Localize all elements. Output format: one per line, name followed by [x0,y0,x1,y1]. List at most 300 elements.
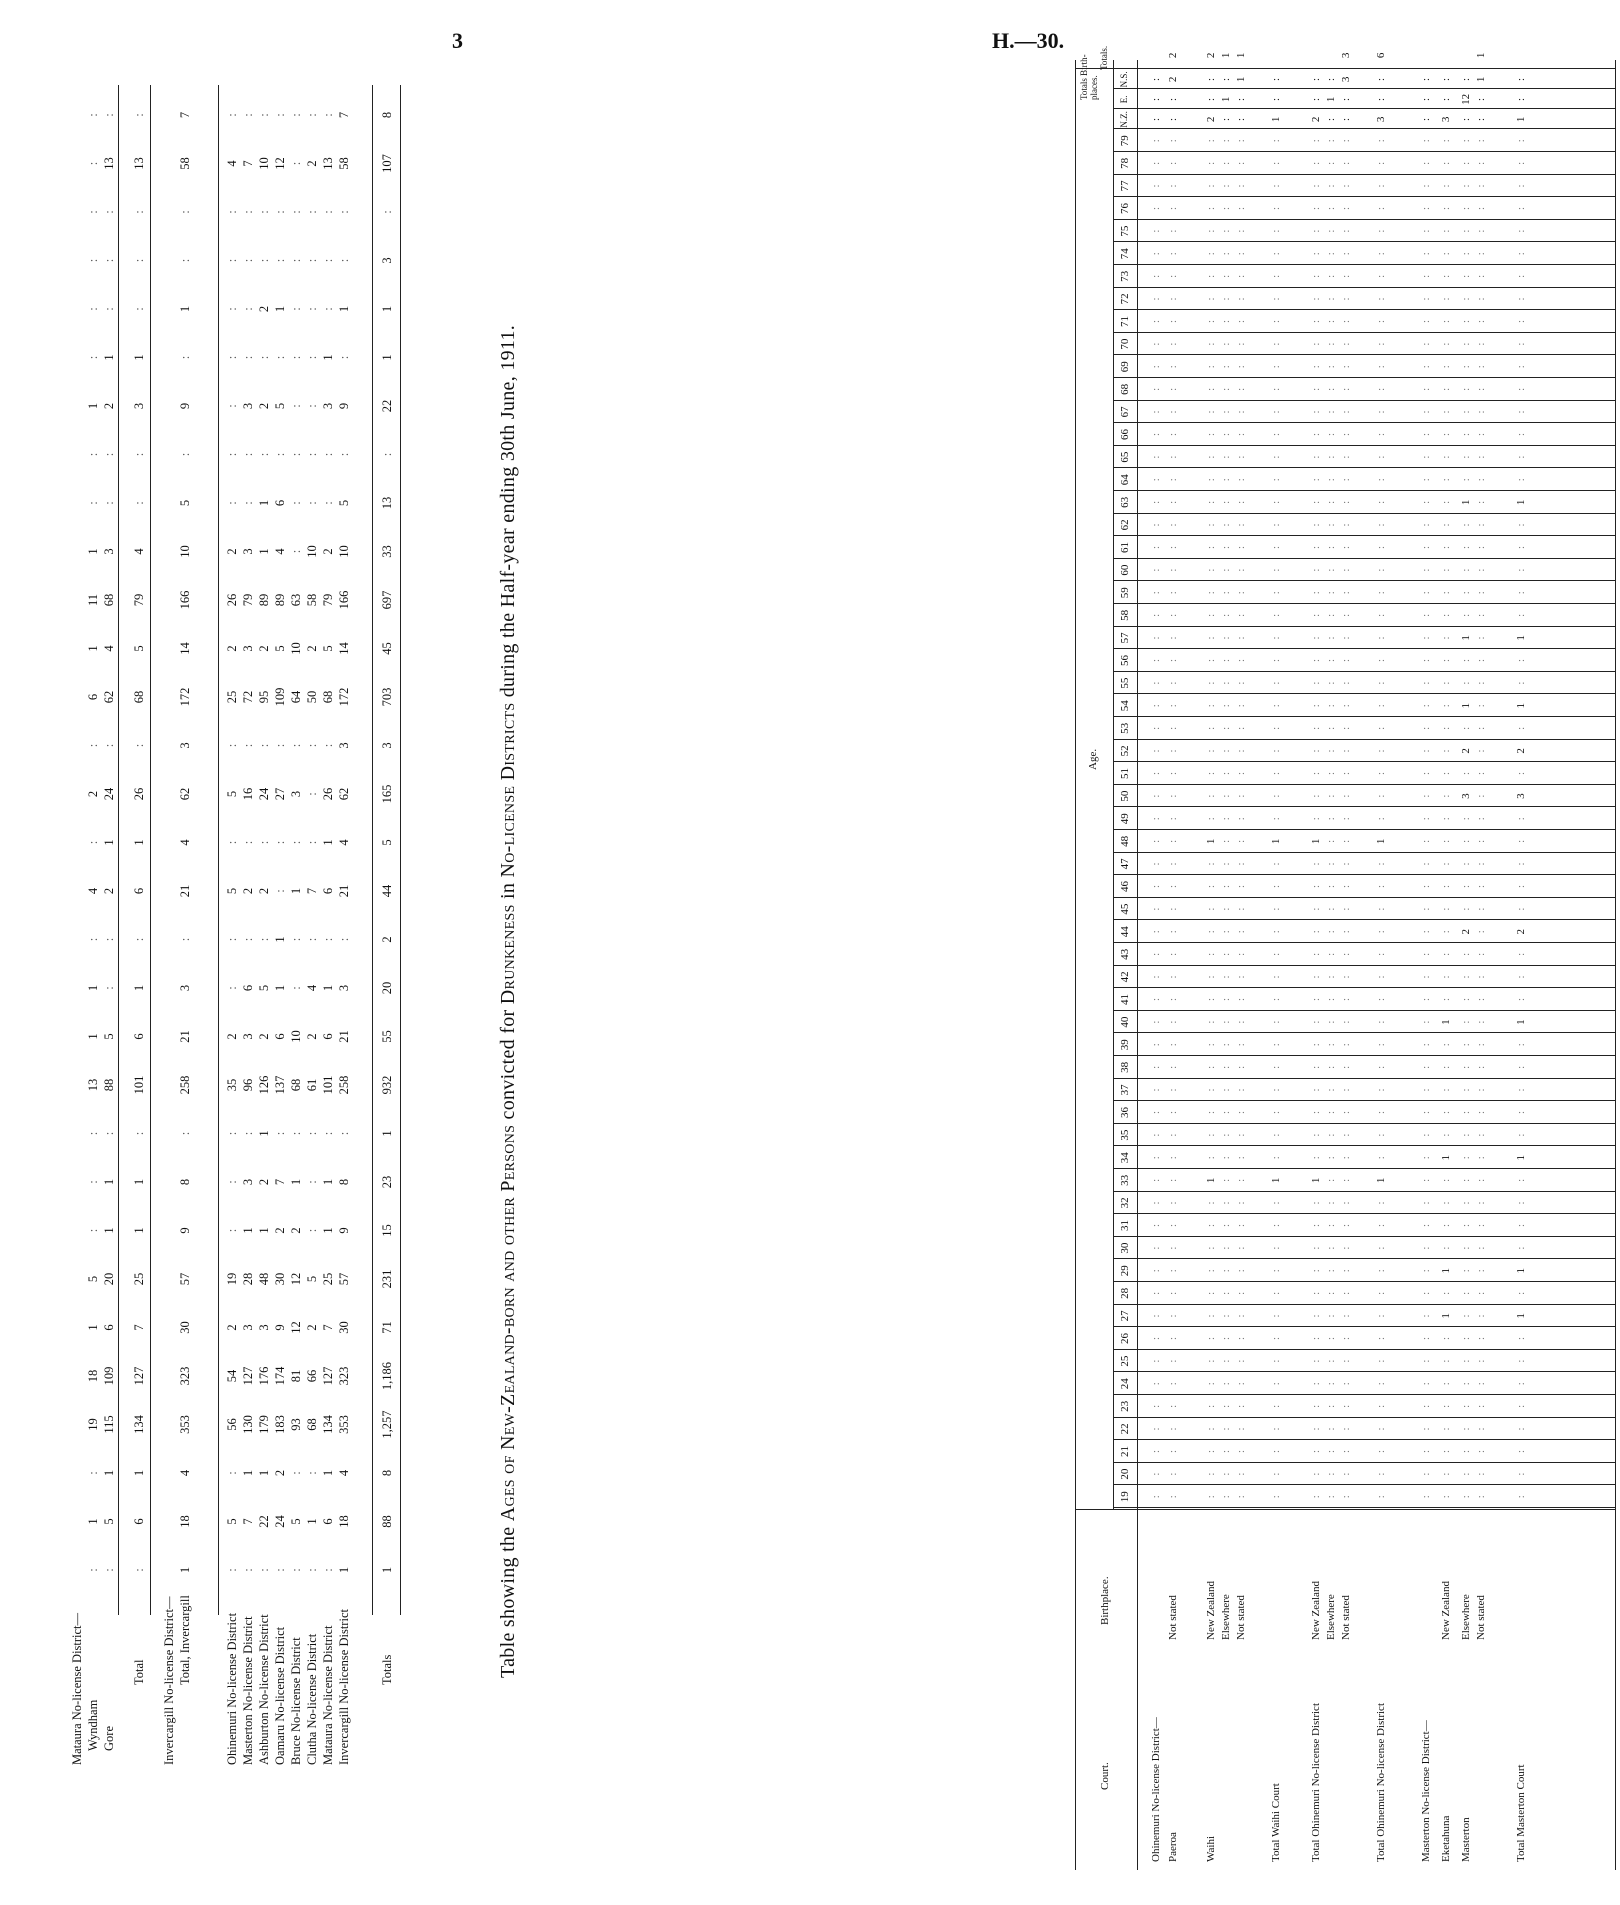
table1-cell: 8 [380,111,394,119]
table1-cell: 5 [273,402,287,410]
age-divider [1113,1055,1615,1056]
table1-cell: 6 [321,1518,335,1525]
age-cell: : [1150,1201,1162,1205]
age-cell: : [1475,455,1487,459]
age-cell: : [1220,704,1232,708]
table1-cell: 5 [102,1518,116,1525]
age-cell: : [1420,1065,1432,1069]
age-cell: : [1310,1404,1322,1408]
age-cell: : [1150,161,1162,165]
birthplace-label: Elsewhere [1460,1594,1472,1640]
birthplace-label: Elsewhere [1325,1594,1337,1640]
age-cell: : [1205,749,1217,753]
age-cell: : [1235,907,1247,911]
table1-rule [118,85,119,1615]
birthplace-total-cell: : [1420,77,1432,81]
age-cell: : [1235,749,1247,753]
age-cell: : [1460,1495,1472,1499]
table1-cell: : [257,113,271,117]
age-cell: : [1440,478,1452,482]
table1-cell: 61 [305,1078,319,1092]
age-cell: : [1220,523,1232,527]
table1-cell: : [132,452,146,457]
age-cell: : [1340,139,1352,143]
table1-cell: : [305,404,319,408]
age-cell: : [1475,591,1487,595]
age-cell: : [1420,387,1432,391]
age-cell: : [1310,387,1322,391]
age-cell: : [1325,1472,1337,1476]
age-cell: : [1220,545,1232,550]
age-cell: : [1310,365,1322,369]
caption-prefix: Table showing the [497,1526,519,1678]
age-cell: : [1460,1201,1472,1205]
age-cell: : [1340,839,1352,843]
age-divider [1113,1032,1615,1033]
age-cell: : [1270,591,1282,595]
age-cell: : [1375,410,1387,414]
age-cell: : [1167,1382,1179,1386]
age-cell: : [1515,975,1527,979]
table1-cell: 3 [241,1324,255,1331]
age-cell: : [1440,229,1452,233]
age-cell: : [1167,229,1179,233]
age-cell: : [1310,771,1322,776]
age-cell: : [1375,704,1387,708]
age-cell: : [1167,1404,1179,1408]
table1-cell: 3 [178,984,192,992]
age-cell: : [1270,817,1282,821]
age-cell: : [1205,636,1217,640]
age-cell: : [1150,1223,1162,1228]
age-cell: : [1167,704,1179,708]
age-cell: : [1375,907,1387,911]
table1-cell: 3 [337,984,351,992]
age-cell: : [1325,862,1337,866]
birthplace-label: Not stated [1235,1595,1247,1640]
birthplace-header: Birthplace. [1099,1576,1111,1625]
age-cell: : [1475,749,1487,753]
age-cell: : [1325,523,1337,527]
age-divider [1113,1394,1615,1395]
age-cell: : [1205,1223,1217,1228]
age-cell: 1 [1515,1154,1527,1161]
table1-cell: 2 [321,548,335,555]
table1-cell: : [289,113,303,117]
age-column-label: 63 [1119,496,1131,508]
age-cell: : [1325,432,1337,437]
table1-cell: 5 [102,1033,116,1040]
age-cell: : [1475,1246,1487,1250]
table1-cell: 1 [86,645,100,652]
age-cell: 3 [1460,793,1472,799]
age-cell: : [1310,1427,1322,1431]
table1-cell: : [241,210,255,214]
age-cell: : [1440,455,1452,459]
age-cell: : [1270,907,1282,911]
age-cell: : [1340,1110,1352,1115]
row-label: Ashburton No-license District [257,1614,271,1765]
age-cell: 1 [1205,1177,1217,1184]
table1-cell: : [102,452,116,457]
table1-cell: : [305,355,319,360]
birthplace-total-cell: : [1310,97,1322,101]
row-label: Invercargill No-license District— [162,1596,176,1765]
age-cell: : [1150,545,1162,550]
age-cell: : [1235,297,1247,301]
age-column-label: 36 [1119,1107,1131,1119]
age-cell: : [1270,1156,1282,1160]
table1-cell: : [257,355,271,360]
age-cell: : [1515,1449,1527,1454]
age-divider [1113,919,1615,920]
age-cell: : [1475,478,1487,482]
birth-total-divider [1113,88,1615,89]
row-label: Gore [102,1726,116,1751]
age-cell: : [1167,1495,1179,1499]
table1-cell: 1 [178,305,192,313]
age-cell: : [1420,726,1432,730]
table1-cell: 1 [380,1566,394,1574]
table1-cell: 68 [289,1078,303,1092]
table1-cell: 7 [321,1324,335,1331]
age-cell: : [1325,365,1337,369]
age-cell: : [1420,884,1432,889]
age-cell: : [1150,749,1162,753]
table1-cell: : [86,743,100,748]
age-cell: : [1150,997,1162,1002]
table1-cell: 1 [289,1178,303,1186]
age-cell: : [1375,387,1387,391]
age-cell: : [1205,274,1217,278]
age-divider [1113,196,1615,197]
age-cell: 1 [1375,1177,1387,1184]
age-cell: : [1375,817,1387,821]
age-divider [1113,829,1615,830]
table1-cell: 15 [380,1224,394,1237]
age-cell: : [1235,252,1247,256]
age-cell: : [1235,139,1247,143]
table1-cell: 4 [305,984,319,992]
header-mid-rule [1113,60,1114,1510]
age-cell: : [1220,997,1232,1002]
age-cell: : [1270,884,1282,889]
age-cell: 1 [1460,635,1472,641]
age-cell: : [1235,455,1247,459]
table1-cell: 107 [380,154,394,173]
age-cell: : [1270,1246,1282,1250]
age-cell: : [1310,274,1322,278]
age-cell: : [1220,365,1232,369]
age-cell: : [1205,1133,1217,1137]
age-cell: : [1220,1291,1232,1295]
age-cell: : [1340,1427,1352,1431]
table1-cell: 3 [102,548,116,555]
age-cell: : [1515,365,1527,369]
table1-cell: 57 [178,1272,192,1286]
row-label: Invercargill No-license District [337,1609,351,1765]
birthplace-total-cell: : [1220,117,1232,121]
table1-cell: 89 [257,593,271,607]
age-cell: 1 [1270,1177,1282,1184]
row-label: Masterton No-license District [241,1616,255,1765]
age-cell: : [1205,387,1217,391]
age-cell: : [1460,206,1472,211]
table1-cell: 2 [257,645,271,652]
table1-cell: 1 [86,548,100,555]
age-cell: : [1167,862,1179,866]
age-cell: : [1167,1291,1179,1295]
age-cell: : [1220,749,1232,753]
age-cell: : [1440,1201,1452,1205]
age-cell: : [1167,884,1179,889]
age-cell: : [1440,161,1452,165]
table1-cell: 1 [241,1469,255,1477]
age-cell: : [1515,342,1527,346]
table1-cell: 2 [225,548,239,555]
age-cell: : [1375,206,1387,211]
age-cell: : [1475,297,1487,301]
caption-ages: Ages [497,1479,519,1522]
age-cell: : [1167,1133,1179,1137]
age-cell: : [1440,636,1452,640]
age-cell: : [1460,1336,1472,1341]
age-divider [1113,1462,1615,1463]
age-column-label: 52 [1119,745,1131,757]
table1-cell: : [86,161,100,166]
age-cell: : [1375,229,1387,233]
age-cell: : [1460,1472,1472,1476]
age-divider [1113,264,1615,265]
age-cell: : [1325,1382,1337,1386]
age-cell: : [1220,1178,1232,1182]
age-cell: : [1475,161,1487,165]
table1-cell: 697 [380,590,394,610]
age-cell: : [1340,930,1352,934]
age-cell: : [1440,206,1452,211]
age-cell: : [1220,319,1232,324]
age-cell: : [1475,1088,1487,1092]
age-cell: : [1440,319,1452,324]
age-cell: : [1167,839,1179,843]
age-cell: : [1150,704,1162,708]
age-cell: : [1205,252,1217,256]
age-cell: : [1440,907,1452,911]
table1-cell: 3 [241,645,255,652]
age-cell: : [1340,478,1352,482]
table1-cell: : [178,355,192,360]
table1-cell: : [86,355,100,360]
age-column-label: 35 [1119,1129,1131,1141]
table1-cell: 25 [132,1272,146,1286]
age-cell: : [1167,636,1179,640]
birthplace-total-cell: 2 [1167,76,1179,83]
age-cell: : [1515,297,1527,301]
table1-cell: 2 [305,160,319,167]
age-cell: : [1205,997,1217,1002]
age-column-label: 58 [1119,609,1131,621]
age-cell: : [1475,1133,1487,1137]
age-cell: : [1340,1291,1352,1295]
court-label: Masterton [1460,1817,1472,1862]
age-cell: : [1270,1088,1282,1092]
table1-cell: 57 [337,1272,351,1286]
age-cell: : [1420,568,1432,572]
age-cell: : [1460,1178,1472,1182]
table1-cell: 4 [102,645,116,652]
table1-cell: : [102,937,116,942]
age-cell: : [1460,478,1472,482]
age-cell: : [1340,1065,1352,1069]
age-cell: : [1420,681,1432,685]
table1-cell: 165 [380,784,394,804]
table1-row [273,85,288,1765]
table1-cell: 22 [380,399,394,413]
age-column-label: 54 [1119,700,1131,712]
age-cell: : [1310,997,1322,1002]
table1-cell: : [273,113,287,117]
age-cell: : [1235,1246,1247,1250]
age-cell: : [1325,952,1337,956]
birthplace-total-cell: 1 [1235,76,1247,83]
age-cell: : [1235,771,1247,776]
age-cell: : [1475,1156,1487,1160]
table1-cell: 6 [273,1033,287,1040]
age-cell: : [1340,455,1352,459]
age-cell: : [1220,274,1232,278]
age-cell: : [1475,1314,1487,1318]
age-cell: : [1150,523,1162,527]
table1-cell: : [273,355,287,360]
age-cell: : [1515,817,1527,821]
age-cell: 1 [1515,1019,1527,1025]
age-cell: : [1205,884,1217,889]
table1-cell: 6 [241,984,255,992]
age-cell: : [1420,749,1432,753]
age-cell: : [1375,1246,1387,1250]
age-cell: : [1420,229,1432,233]
age-cell: : [1150,500,1162,504]
age-cell: : [1310,975,1322,979]
age-cell: : [1440,1043,1452,1047]
table1-cell: 7 [241,160,255,167]
age-cell: : [1460,319,1472,324]
table1-cell: : [225,501,239,505]
age-cell: : [1167,184,1179,188]
age-cell: : [1150,1359,1162,1363]
age-cell: : [1515,1110,1527,1115]
table1-cell: : [102,743,116,748]
age-cell: : [1375,252,1387,256]
table1-cell: 7 [241,1518,255,1525]
age-cell: : [1310,1472,1322,1476]
table1-cell: 89 [273,593,287,607]
age-cell: : [1150,1404,1162,1408]
table1-cell: 4 [337,839,351,846]
age-cell: : [1167,1043,1179,1047]
age-cell: : [1460,523,1472,527]
table1-cell: 3 [380,257,394,264]
row-label: Wyndham [86,1699,100,1751]
caption-suffix: during the Half-year ending 30th June, 1911. [497,324,519,698]
age-cell: : [1460,184,1472,188]
table1-cell: 2 [241,887,255,895]
age-cell: : [1515,432,1527,437]
age-column-label: 42 [1119,971,1131,983]
age-cell: : [1205,975,1217,979]
table1-cell: 3 [241,548,255,555]
table1-cell: 3 [241,1178,255,1186]
age-cell: : [1325,1449,1337,1454]
row-label: Oamaru No-license District [273,1626,287,1765]
age-cell: : [1475,523,1487,527]
age-cell: : [1270,636,1282,640]
age-cell: : [1420,1472,1432,1476]
age-cell: : [1375,884,1387,889]
age-cell: : [1420,975,1432,979]
age-cell: : [1220,1110,1232,1115]
age-cell: : [1310,658,1322,663]
age-cell: : [1235,1020,1247,1024]
table1-cell: 10 [289,1030,303,1043]
table1-cell: : [86,113,100,117]
age-cell: : [1440,1472,1452,1476]
age-cell: : [1440,794,1452,798]
age-cell: : [1420,184,1432,188]
table1-cell: : [102,258,116,263]
table1-cell: : [289,258,303,263]
table1-cell: 9 [178,1227,192,1234]
age-cell: : [1340,1246,1352,1250]
age-cell: : [1235,839,1247,843]
age-cell: : [1375,658,1387,663]
birthplace-total-cell: : [1440,97,1452,101]
age-cell: : [1150,839,1162,843]
age-cell: : [1310,1065,1322,1069]
table1-cell: : [132,307,146,311]
age-cell: : [1340,568,1352,572]
age-cell: : [1325,1291,1337,1295]
age-cell: : [1420,1314,1432,1318]
table1-cell: 22 [257,1515,271,1528]
table1-row [102,85,117,1765]
age-cell: : [1325,342,1337,346]
table1-cell: : [321,1568,335,1572]
table1-row [86,85,101,1765]
age-cell: : [1340,297,1352,301]
age-cell: : [1220,478,1232,482]
age-cell: : [1340,387,1352,391]
table1-cell: 64 [289,690,303,704]
age-cell: : [1310,613,1322,617]
age-cell: : [1475,1269,1487,1273]
age-cell: : [1475,387,1487,391]
table1-cell: 68 [305,1418,319,1431]
table1-cell: : [132,258,146,263]
age-cell: : [1325,1156,1337,1160]
row-total-cell: 1 [1220,52,1232,59]
table1-cell: : [225,258,239,263]
age-cell: 1 [1440,1267,1452,1274]
age-cell: : [1515,387,1527,391]
table1-cell: 1 [86,402,100,410]
age-cell: : [1167,613,1179,617]
table1-cell: 932 [380,1075,394,1095]
age-cell: : [1475,1336,1487,1341]
age-cell: : [1235,568,1247,572]
age-cell: : [1420,432,1432,437]
age-cell: : [1270,952,1282,956]
